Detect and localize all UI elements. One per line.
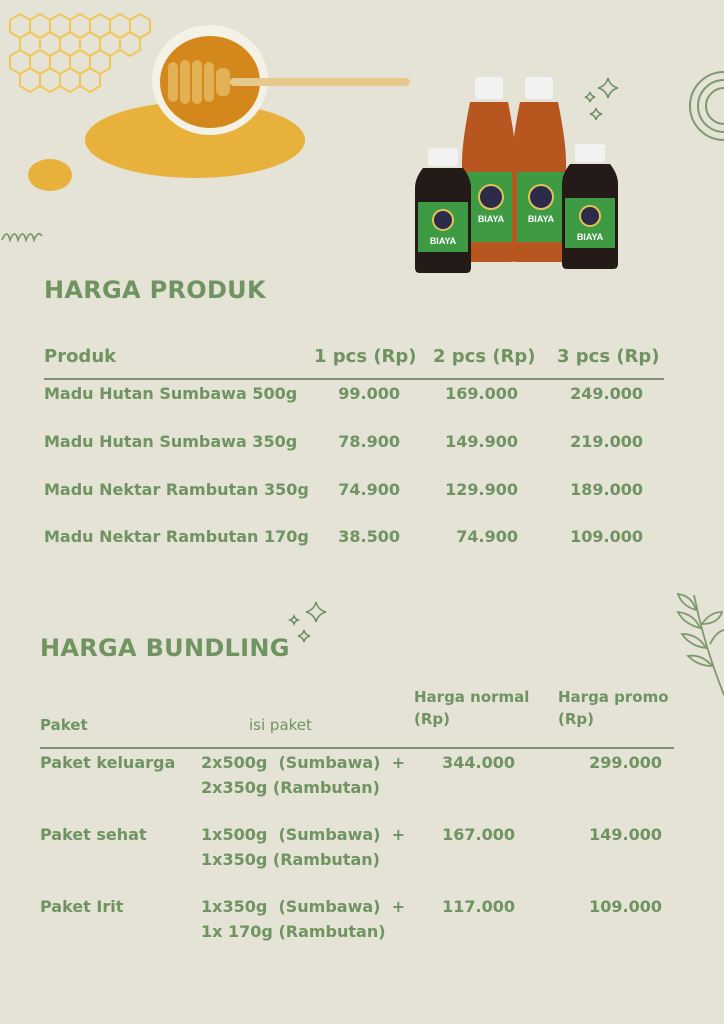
bundling-header-divider [40, 747, 674, 749]
produk-header-name: Produk [44, 346, 117, 367]
squiggle-icon [0, 220, 45, 250]
produk-price-1: 99.000 [338, 384, 400, 403]
bottle-label-text: BIAYA [576, 232, 604, 242]
produk-header-2pcs: 2 pcs (Rp) [433, 346, 536, 367]
produk-price-2: 149.900 [445, 432, 518, 451]
produk-price-2: 169.000 [445, 384, 518, 403]
produk-name: Madu Hutan Sumbawa 500g [44, 384, 298, 403]
paket-isi-line2: 1x350g (Rambutan) [201, 850, 380, 869]
paket-isi-line2: 1x 170g (Rambutan) [201, 922, 386, 941]
produk-header-1pcs: 1 pcs (Rp) [314, 346, 417, 367]
paket-isi [201, 752, 405, 799]
produk-price-2: 74.900 [456, 527, 518, 546]
produk-header-divider [44, 378, 664, 380]
produk-price-3: 249.000 [570, 384, 643, 403]
bundling-title: HARGA BUNDLING [40, 634, 290, 662]
bundling-header-promo-line1: Harga promo [558, 688, 669, 706]
produk-name: Madu Nektar Rambutan 350g [44, 480, 309, 499]
sparkle-icon [286, 600, 330, 652]
bundling-header-normal [414, 686, 529, 730]
produk-price-3: 219.000 [570, 432, 643, 451]
bottle-label-text: BIAYA [477, 214, 505, 224]
paket-harga-promo: 299.000 [589, 753, 662, 772]
produk-price-3: 189.000 [570, 480, 643, 499]
produk-price-1: 38.500 [338, 527, 400, 546]
bundling-header-normal-line1: Harga normal [414, 688, 530, 706]
produk-header-3pcs: 3 pcs (Rp) [557, 346, 660, 367]
produk-name: Madu Nektar Rambutan 170g [44, 527, 309, 546]
bundling-header-paket: Paket [40, 716, 88, 734]
produk-price-3: 109.000 [570, 527, 643, 546]
leaf-branch-icon [674, 590, 724, 700]
produk-price-1: 78.900 [338, 432, 400, 451]
paket-isi-line1: 1x500g (Sumbawa) + [201, 825, 406, 844]
paket-harga-promo: 109.000 [589, 897, 662, 916]
paket-isi [201, 896, 405, 943]
paket-harga-normal: 117.000 [442, 897, 515, 916]
produk-price-1: 74.900 [338, 480, 400, 499]
sparkle-icon [580, 76, 624, 124]
honey-bowl-dipper [20, 20, 420, 200]
paket-isi-line1: 2x500g (Sumbawa) + [201, 753, 406, 772]
concentric-arcs-icon [686, 68, 724, 148]
paket-harga-normal: 344.000 [442, 753, 515, 772]
produk-title: HARGA PRODUK [44, 276, 266, 304]
bundling-header-isi: isi paket [249, 716, 312, 734]
paket-harga-normal: 167.000 [442, 825, 515, 844]
bottle-label-text: BIAYA [429, 236, 457, 246]
bottle-label-text: BIAYA [527, 214, 555, 224]
produk-name: Madu Hutan Sumbawa 350g [44, 432, 298, 451]
bundling-header-promo [558, 686, 669, 730]
bundling-header-promo-line2: (Rp) [558, 710, 594, 728]
paket-harga-promo: 149.000 [589, 825, 662, 844]
paket-name: Paket Irit [40, 897, 124, 916]
bundling-header-normal-line2: (Rp) [414, 710, 450, 728]
paket-isi-line2: 2x350g (Rambutan) [201, 778, 380, 797]
paket-name: Paket sehat [40, 825, 147, 844]
paket-isi [201, 824, 405, 871]
produk-price-2: 129.900 [445, 480, 518, 499]
paket-isi-line1: 1x350g (Sumbawa) + [201, 897, 406, 916]
paket-name: Paket keluarga [40, 753, 176, 772]
